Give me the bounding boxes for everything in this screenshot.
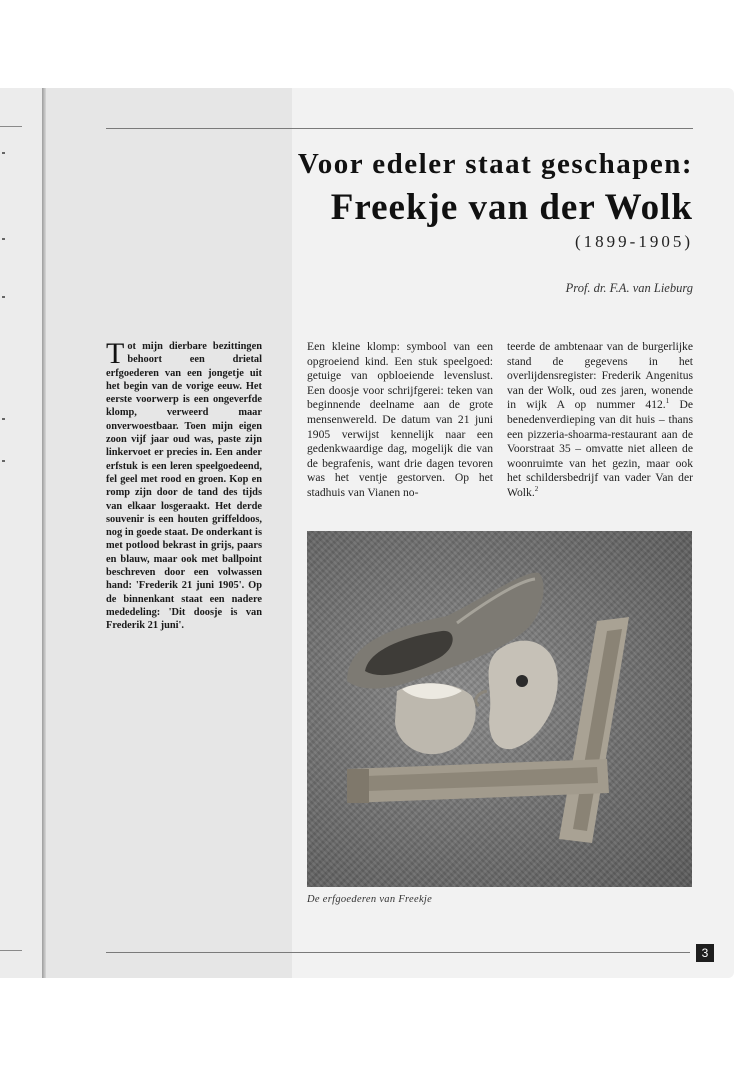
- heirlooms-photo: [307, 531, 692, 887]
- drop-cap: T: [106, 337, 125, 370]
- bottom-rule: [106, 952, 690, 953]
- page-number: 3: [696, 944, 714, 962]
- photo-caption: De erfgoederen van Freekje: [307, 894, 433, 905]
- article-title: Freekje van der Wolk: [330, 187, 693, 228]
- body-column-2-text-b: De benedenverdieping van dit huis – thans een pizzeria-shoarma-restaurant aan de Voorstraat 35 – omvatte niet alleen de woonruimte van het gezin, maar ook het schildersbedrijf van vader Van der Wolk.: [507, 398, 693, 499]
- footnote-ref-2: 2: [534, 485, 539, 494]
- article-subtitle: Voor edeler staat geschapen:: [297, 148, 693, 180]
- body-column-2: [507, 340, 693, 501]
- intro-text: ot mijn dierbare bezittingen behoort een drietal erfgoederen van een jongetje uit het begin van de vorige eeuw. Het eerste voorwerp is een ongeverfde klomp, verweerd maar onverwoestbaar. Toen mijn eigen zoon vijf jaar oud was, paste zijn linkervoet er precies in. Een ander erfstuk is een leren speelgoedeend, fel geel met rood en groen. Kop en romp zijn door de tand des tijds van elkaar losgeraakt. Het derde souvenir is een houten griffeldoos, nog in goede staat. De onderkant is met potlood bekrast in grijs, paars en blauw, maar ook met ballpoint beschreven door een volwassen hand: 'Frederik 21 juni 1905'. Op de binnenkant staat een nadere mededeling: 'Dit doosje is van Frederik 21 juni'.: [106, 341, 262, 632]
- footnote-ref-1: 1: [665, 397, 670, 406]
- body-column-2-text-a: teerde de ambtenaar van de burgerlijke stand de gegevens in het overlijdensregister: Frederik Angenitus van der Wolk, oud zes jaren, wonende in wijk A op nummer 412.: [507, 340, 693, 412]
- top-rule: [106, 128, 693, 129]
- previous-page-text-mark: [2, 418, 5, 420]
- article-author: Prof. dr. F.A. van Lieburg: [565, 281, 693, 295]
- previous-page-top-rule: [0, 126, 22, 127]
- previous-page-bottom-rule: [0, 950, 22, 951]
- previous-page-edge: [0, 88, 42, 978]
- article-years: (1899-1905): [575, 232, 693, 251]
- previous-page-text-mark: [2, 296, 5, 298]
- body-column-1: Een kleine klomp: symbool van een opgroeiend kind. Een stuk speelgoed: getuige van opbloeiende levenslust. Een doosje voor schrijfgerei: teken van beginnende deelname aan de grote mensenwereld. De datum van 21 juni 1905 verwijst kennelijk naar een gedenkwaardige dag, mogelijk die van de begrafenis, want drie dagen tevoren was het ventje gestorven. Op het stadhuis van Vianen no-: [307, 340, 493, 499]
- previous-page-text-mark: [2, 460, 5, 462]
- intro-paragraph: [106, 337, 262, 633]
- previous-page-text-mark: [2, 152, 5, 154]
- previous-page-text-mark: [2, 238, 5, 240]
